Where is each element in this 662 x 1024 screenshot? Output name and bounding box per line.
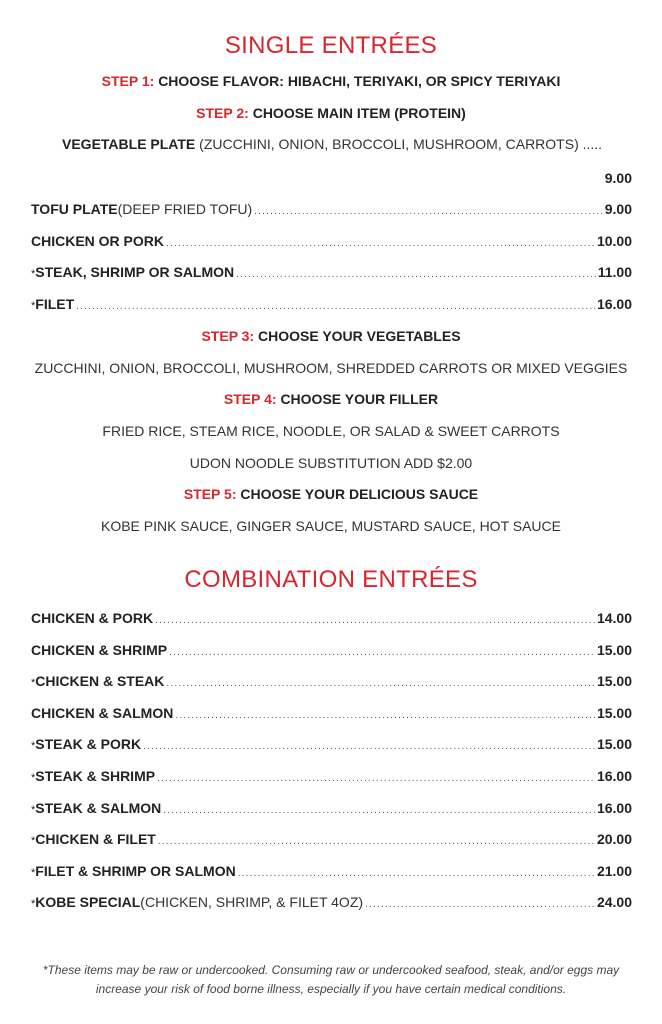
raw-warning-asterisk: * bbox=[31, 268, 36, 280]
menu-item-row bbox=[31, 610, 632, 630]
dot-leader bbox=[166, 238, 595, 249]
step-5 bbox=[0, 486, 662, 502]
item-desc: (ZUCCHINI, ONION, BROCCOLI, MUSHROOM, CARROTS) ..... bbox=[195, 136, 603, 152]
item-name: CHICKEN & SALMON bbox=[31, 704, 174, 721]
item-name-group bbox=[31, 233, 164, 249]
item-name: TOFU PLATE bbox=[31, 201, 118, 217]
item-price: 14.00 bbox=[596, 610, 632, 626]
dot-leader bbox=[76, 301, 595, 312]
dot-leader bbox=[166, 678, 595, 689]
dot-leader bbox=[158, 836, 595, 847]
item-name: STEAK, SHRIMP OR SALMON bbox=[35, 264, 235, 280]
dot-leader bbox=[143, 741, 595, 752]
item-price: 16.00 bbox=[596, 799, 632, 816]
raw-warning-asterisk: * bbox=[31, 866, 36, 879]
dot-leader bbox=[155, 615, 595, 626]
menu-item-row bbox=[31, 296, 632, 316]
item-price: 9.00 bbox=[604, 201, 632, 217]
raw-warning-asterisk: * bbox=[31, 677, 36, 690]
dot-leader bbox=[365, 899, 595, 910]
dot-leader bbox=[238, 868, 595, 879]
item-name: FILET bbox=[35, 295, 75, 312]
item-desc: (DEEP FRIED TOFU) bbox=[117, 201, 253, 217]
item-name-group bbox=[31, 863, 236, 879]
item-price: 15.00 bbox=[596, 641, 632, 658]
menu-item-row bbox=[31, 673, 632, 693]
item-name: STEAK & PORK bbox=[35, 736, 142, 753]
item-name: STEAK & SHRIMP bbox=[35, 768, 156, 784]
item-price: 15.00 bbox=[596, 704, 632, 721]
item-name-group bbox=[31, 768, 155, 784]
item-price: 21.00 bbox=[596, 862, 632, 879]
udon-substitution: UDON NOODLE SUBSTITUTION ADD $2.00 bbox=[189, 455, 473, 471]
item-price: 16.00 bbox=[596, 768, 632, 784]
menu-item-row bbox=[31, 863, 632, 883]
step-4 bbox=[0, 391, 662, 407]
item-price: 24.00 bbox=[596, 894, 632, 911]
step-text: CHOOSE YOUR DELICIOUS SAUCE bbox=[240, 486, 479, 502]
item-name-group bbox=[31, 642, 167, 658]
item-name-group bbox=[31, 296, 74, 312]
step-2 bbox=[0, 105, 662, 121]
item-desc: (CHICKEN, SHRIMP, & FILET 4OZ) bbox=[140, 894, 364, 911]
item-name-group bbox=[31, 705, 173, 721]
item-price: 20.00 bbox=[596, 831, 632, 848]
raw-warning-asterisk: * bbox=[31, 835, 36, 848]
step-1 bbox=[0, 73, 662, 89]
item-name: CHICKEN OR PORK bbox=[31, 232, 165, 249]
item-name-group bbox=[31, 736, 141, 752]
item-name-group bbox=[31, 800, 161, 816]
step-text: CHOOSE FLAVOR: HIBACHI, TERIYAKI, OR SPICY TERIYAKI bbox=[158, 73, 561, 89]
item-name-group bbox=[31, 894, 140, 910]
item-name: CHICKEN & SHRIMP bbox=[31, 641, 168, 658]
item-name-group bbox=[31, 831, 156, 847]
menu-item-row bbox=[31, 264, 632, 284]
step-text: CHOOSE YOUR FILLER bbox=[280, 391, 439, 407]
item-price: 11.00 bbox=[597, 264, 632, 280]
step-text: CHOOSE MAIN ITEM (PROTEIN) bbox=[252, 105, 466, 121]
menu-item-row bbox=[31, 705, 632, 725]
raw-food-disclaimer: *These items may be raw or undercooked. Consuming raw or undercooked seafood, steak, and/or eggs may increase your risk of food borne illness, especially if you have certain medical conditions. bbox=[42, 963, 620, 996]
dot-leader bbox=[175, 710, 595, 721]
dot-leader bbox=[157, 773, 595, 784]
raw-warning-asterisk: * bbox=[31, 299, 36, 312]
combination-entrees-heading: COMBINATION ENTRÉES bbox=[184, 566, 478, 593]
item-name: CHICKEN & STEAK bbox=[35, 673, 165, 690]
item-name-group bbox=[31, 201, 118, 217]
step-3 bbox=[0, 328, 662, 344]
step-label: STEP 1: bbox=[101, 73, 155, 89]
menu-item-row bbox=[31, 894, 632, 914]
menu-item-row bbox=[31, 201, 632, 221]
dot-leader bbox=[236, 269, 596, 280]
sauce-options: KOBE PINK SAUCE, GINGER SAUCE, MUSTARD SAUCE, HOT SAUCE bbox=[100, 518, 561, 534]
item-name-group bbox=[31, 673, 164, 689]
item-name: CHICKEN & FILET bbox=[35, 831, 156, 848]
menu-item-row bbox=[31, 736, 632, 756]
step-label: STEP 4: bbox=[223, 391, 277, 407]
item-name-group bbox=[31, 264, 234, 280]
raw-warning-asterisk: * bbox=[31, 772, 36, 784]
menu-item-row bbox=[31, 233, 632, 253]
menu-item-row bbox=[31, 831, 632, 851]
dot-leader bbox=[169, 647, 595, 658]
item-name: FILET & SHRIMP OR SALMON bbox=[35, 862, 236, 879]
step-label: STEP 5: bbox=[183, 486, 237, 502]
raw-warning-asterisk: * bbox=[31, 803, 36, 816]
item-name: VEGETABLE PLATE bbox=[62, 136, 196, 152]
menu-item-row bbox=[31, 768, 632, 788]
item-price: 15.00 bbox=[596, 673, 632, 690]
vegetables-options: ZUCCHINI, ONION, BROCCOLI, MUSHROOM, SHREDDED CARROTS OR MIXED VEGGIES bbox=[34, 360, 628, 376]
raw-warning-asterisk: * bbox=[31, 740, 36, 753]
single-entrees-heading: SINGLE ENTRÉES bbox=[224, 32, 438, 59]
menu-item-row bbox=[31, 800, 632, 820]
item-price: 10.00 bbox=[596, 232, 632, 249]
filler-options: FRIED RICE, STEAM RICE, NOODLE, OR SALAD & SWEET CARROTS bbox=[102, 423, 560, 439]
step-label: STEP 3: bbox=[201, 328, 255, 344]
menu-item-row bbox=[31, 642, 632, 662]
item-name: CHICKEN & PORK bbox=[31, 610, 154, 626]
vegetable-plate-price: 9.00 bbox=[604, 170, 632, 186]
dot-leader bbox=[254, 206, 603, 217]
vegetable-plate-item bbox=[62, 136, 642, 152]
item-price: 15.00 bbox=[596, 736, 632, 753]
item-price: 16.00 bbox=[596, 295, 632, 312]
step-text: CHOOSE YOUR VEGETABLES bbox=[258, 328, 461, 344]
item-name: STEAK & SALMON bbox=[35, 799, 162, 816]
raw-warning-asterisk: * bbox=[31, 898, 36, 911]
item-name: KOBE SPECIAL bbox=[35, 894, 141, 911]
item-name-group bbox=[31, 610, 153, 626]
dot-leader bbox=[163, 805, 595, 816]
step-label: STEP 2: bbox=[196, 105, 249, 121]
